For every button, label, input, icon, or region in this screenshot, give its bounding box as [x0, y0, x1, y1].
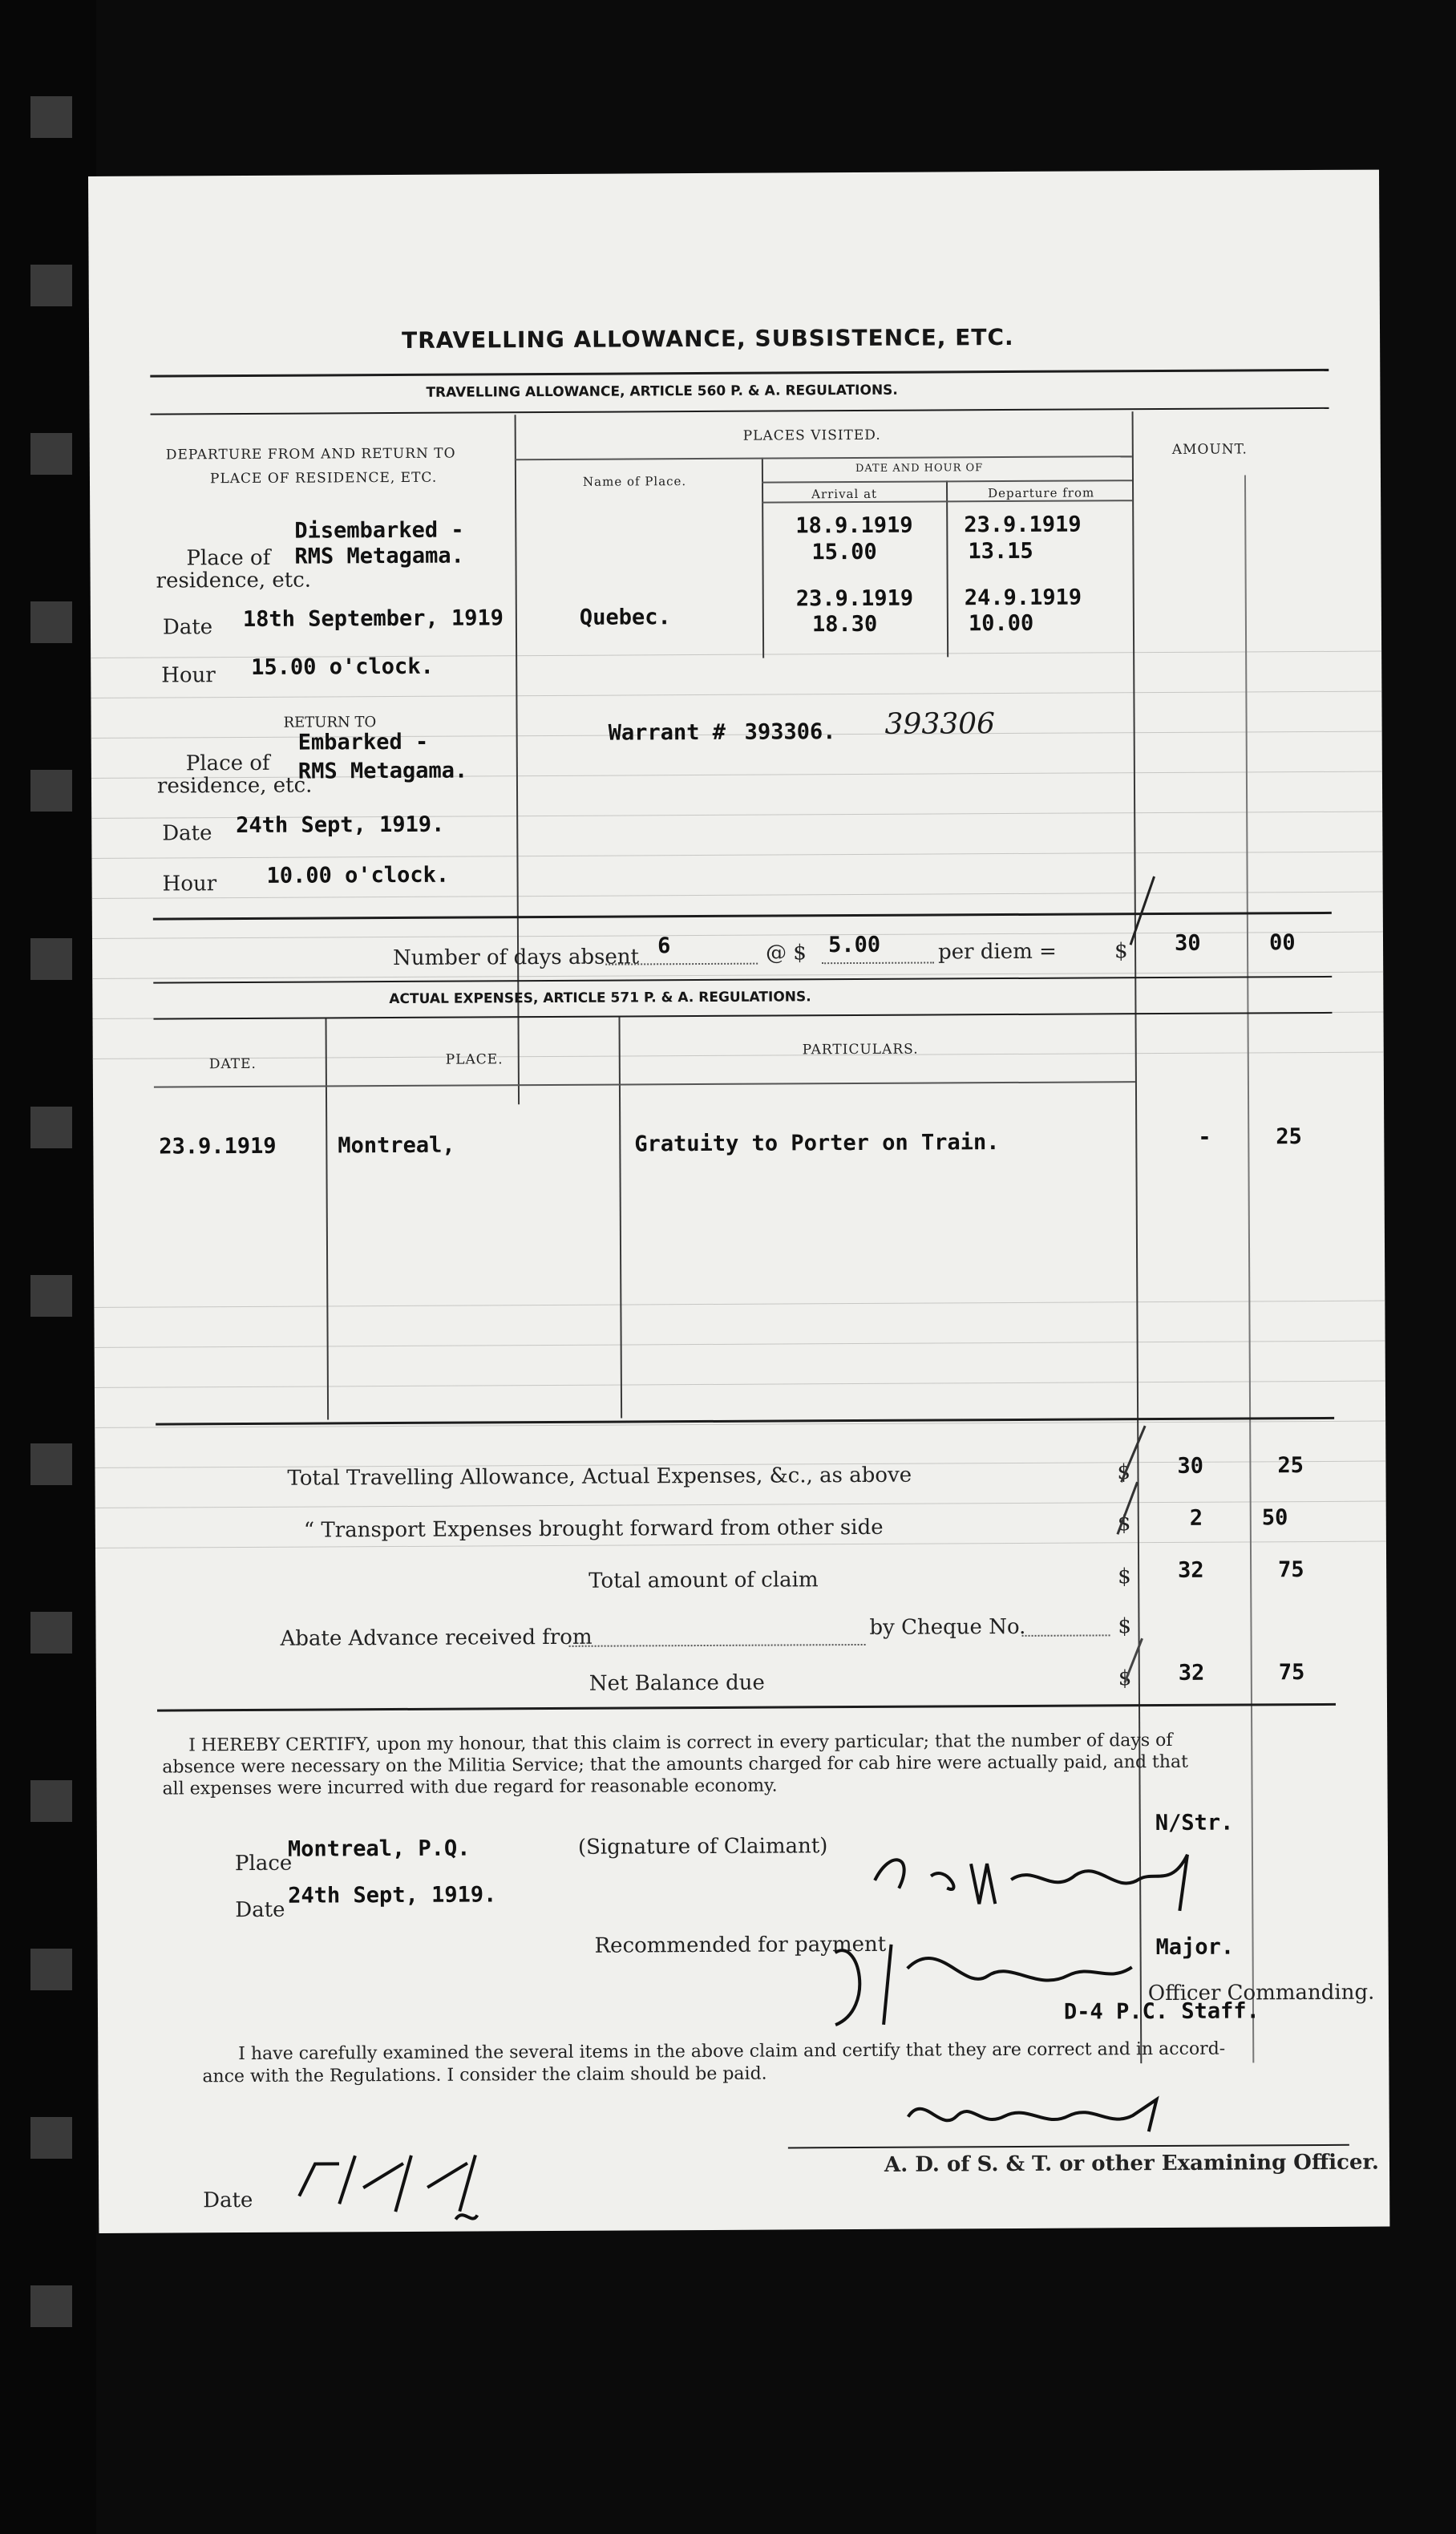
total-cents: 25: [1277, 1453, 1304, 1479]
departure-place: Disembarked -: [294, 517, 464, 544]
dollar-sign: $: [1117, 1460, 1131, 1485]
examiner-label: A. D. of S. & T. or other Examining Officer.: [884, 2150, 1379, 2177]
header-rule: [154, 1081, 1135, 1087]
name-of-place-header: Name of Place.: [582, 474, 687, 489]
net-cents: 75: [1278, 1660, 1305, 1686]
abate-label: Abate Advance received from: [280, 1625, 593, 1651]
total-dollars: 30: [1177, 1453, 1204, 1479]
total-label: Total Travelling Allowance, Actual Expenses, &c., as above: [287, 1463, 912, 1491]
place-quebec: Quebec.: [579, 605, 671, 630]
expense-place: Montreal,: [338, 1132, 455, 1159]
place-header: PLACE.: [445, 1051, 504, 1068]
examined-line-1: I have carefully examined the several items in the above claim and certify that they are correct and in accord-: [238, 2038, 1226, 2065]
claimant-rank: N/Str.: [1155, 1810, 1234, 1836]
column-divider: [946, 480, 948, 657]
departure-hour: 15.00 o'clock.: [251, 654, 434, 680]
hour-label: Hour: [162, 872, 217, 897]
examination-date-handwritten: [291, 2131, 564, 2233]
claim-cents: 75: [1278, 1557, 1304, 1583]
warrant-number: 393306.: [744, 719, 836, 745]
officer-rank: Major.: [1155, 1934, 1235, 1961]
column-divider: [618, 1018, 622, 1419]
departure-place-2: RMS Metagama.: [294, 543, 464, 569]
departure-hour-1: 13.15: [968, 538, 1033, 565]
date-label: Date: [162, 615, 213, 640]
departure-from-header: Departure from: [988, 485, 1095, 501]
return-place-2: RMS Metagama.: [297, 758, 468, 784]
film-perforation: [30, 1780, 72, 1822]
examined-line-2: ance with the Regulations. I consider the claim should be paid.: [202, 2063, 767, 2087]
departure-hour-2: 10.00: [968, 610, 1034, 637]
expense-particulars: Gratuity to Porter on Train.: [634, 1130, 1000, 1157]
claim-place: Montreal, P.Q.: [287, 1836, 471, 1862]
places-visited-header: PLACES VISITED.: [742, 427, 881, 444]
residence-label: residence, etc.: [156, 568, 312, 593]
transport-label: “ Transport Expenses brought forward from other side: [303, 1515, 884, 1543]
net-label: Net Balance due: [588, 1670, 765, 1696]
arrival-date-1: 18.9.1919: [795, 512, 913, 539]
film-perforation: [30, 1612, 72, 1654]
expense-cents: 25: [1276, 1124, 1302, 1150]
claimant-signature: [867, 1831, 1204, 1921]
hour-label: Hour: [161, 663, 216, 688]
amount-header: AMOUNT.: [1171, 441, 1248, 458]
warrant-handwritten: 393306: [884, 707, 996, 741]
officer-unit: D-4 P.C. Staff.: [1063, 1998, 1260, 2025]
days-absent-value: 6: [657, 933, 671, 959]
return-hour: 10.00 o'clock.: [266, 862, 450, 889]
claim-date: 24th Sept, 1919.: [288, 1882, 497, 1909]
per-diem-rate: 5.00: [827, 932, 881, 958]
film-perforation: [30, 1949, 72, 1990]
officer-label: Officer Commanding.: [1147, 1980, 1375, 2006]
departure-date-2: 24.9.1919: [964, 585, 1082, 611]
departure-date-1: 23.9.1919: [964, 512, 1082, 538]
net-dollars: 32: [1178, 1660, 1205, 1686]
arrival-header: Arrival at: [811, 486, 878, 502]
header-rule: [515, 455, 1132, 460]
film-perforation: [30, 2117, 72, 2159]
expense-dollars: -: [1198, 1124, 1211, 1150]
particulars-header: PARTICULARS.: [802, 1041, 919, 1059]
date-header: DATE.: [208, 1055, 257, 1073]
section2-title: ACTUAL EXPENSES, ARTICLE 571 P. & A. REGULATIONS.: [389, 989, 811, 1008]
section1-title: TRAVELLING ALLOWANCE, ARTICLE 560 P. & A. REGULATIONS.: [426, 382, 898, 401]
at-label: @ $: [766, 941, 807, 965]
recommended-label: Recommended for payment: [594, 1932, 887, 1958]
film-perforation: [30, 1275, 72, 1317]
certify-line-2: absence were necessary on the Militia Service; that the amounts charged for cab hire were actually paid, and that: [162, 1751, 1189, 1778]
certify-line-3: all expenses were incurred with due regard for reasonable economy.: [162, 1775, 778, 1799]
film-perforation: [30, 2285, 72, 2327]
film-perforation: [30, 265, 72, 306]
examiner-signature: [892, 2083, 1196, 2149]
departure-date: 18th September, 1919: [242, 605, 504, 632]
dollar-sign: $: [1118, 1666, 1132, 1691]
warrant-label: Warrant #: [608, 719, 726, 746]
column-divider: [326, 1018, 330, 1419]
film-strip: [0, 0, 96, 2534]
expense-date: 23.9.1919: [159, 1133, 277, 1160]
cheque-label: by Cheque No.: [869, 1614, 1026, 1640]
claim-label: Total amount of claim: [588, 1568, 819, 1593]
title-rule: [150, 369, 1329, 378]
days-absent-label: Number of days absent: [393, 945, 640, 971]
column-divider: [762, 458, 764, 658]
film-perforation: [30, 433, 72, 475]
place-label: Place: [234, 1851, 293, 1876]
place-label: Place of: [185, 751, 270, 776]
form-title: TRAVELLING ALLOWANCE, SUBSISTENCE, ETC.: [401, 323, 1014, 354]
transport-cents: 50: [1261, 1505, 1288, 1531]
film-perforation: [30, 1107, 72, 1148]
residence-label: residence, etc.: [156, 773, 313, 799]
arrival-hour-2: 18.30: [811, 611, 878, 638]
certify-line-1: I HEREBY CERTIFY, upon my honour, that this claim is correct in every particular; that the number of days of: [188, 1730, 1173, 1756]
film-perforation: [30, 601, 72, 643]
claim-form: [88, 170, 1389, 2233]
transport-dollars: 2: [1189, 1505, 1203, 1531]
film-perforation: [30, 96, 72, 138]
dollar-sign: $: [1117, 1512, 1131, 1536]
signature-label: (Signature of Claimant): [577, 1834, 828, 1860]
dollar-sign: $: [1114, 939, 1128, 964]
date-label: Date: [235, 1897, 285, 1923]
arrival-date-2: 23.9.1919: [795, 585, 914, 612]
return-date: 24th Sept, 1919.: [236, 812, 445, 839]
per-diem-label: per diem =: [938, 939, 1057, 965]
return-heading: RETURN TO: [283, 714, 377, 731]
days-amount-dollars: 30: [1174, 930, 1201, 956]
dollar-sign: $: [1118, 1614, 1132, 1639]
claim-dollars: 32: [1178, 1557, 1204, 1583]
dollar-sign: $: [1118, 1565, 1131, 1589]
departure-header: DEPARTURE FROM AND RETURN TO: [165, 445, 456, 463]
date-hour-header: DATE AND HOUR OF: [855, 462, 984, 475]
film-perforation: [30, 1443, 72, 1485]
days-amount-cents: 00: [1268, 930, 1296, 956]
return-place: Embarked -: [297, 729, 429, 755]
date-label: Date: [162, 821, 212, 846]
date-label: Date: [203, 2188, 253, 2213]
check-marks: [1098, 872, 1279, 1706]
film-perforation: [30, 770, 72, 812]
arrival-hour-1: 15.00: [811, 539, 877, 565]
film-perforation: [30, 938, 72, 980]
section1-rule: [151, 407, 1329, 415]
place-label: Place of: [186, 545, 271, 571]
departure-header-2: PLACE OF RESIDENCE, ETC.: [209, 469, 438, 488]
